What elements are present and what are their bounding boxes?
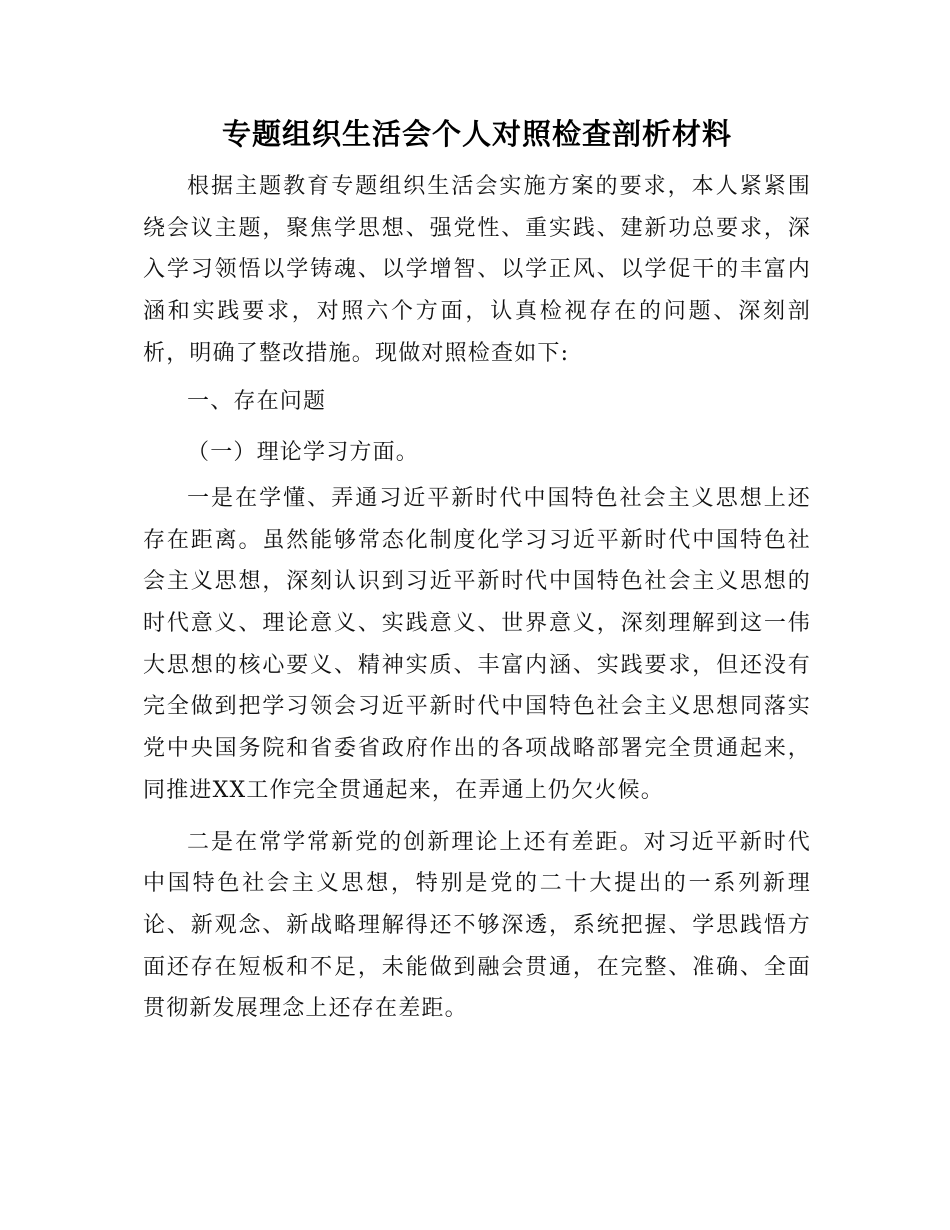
- subsection-heading-theory-study: （一）理论学习方面。: [187, 440, 420, 466]
- document-page: [143, 108, 811, 1030]
- paragraph-spacer: [143, 812, 811, 822]
- body-paragraph-2: 二是在常学常新党的创新理论上还有差距。对习近平新时代中国特色社会主义思想，特别是党的二十大提出的一系列新理论、新观念、新战略理解得还不够深透，系统把握、学思践悟方面还存在短板和不足，未能做到融会贯通，在完整、准确、全面贯彻新发展理念上还存在差距。: [143, 829, 811, 1022]
- body-paragraph-1: 一是在学懂、弄通习近平新时代中国特色社会主义思想上还存在距离。虽然能够常态化制度化学习习近平新时代中国特色社会主义思想，深刻认识到习近平新时代中国特色社会主义思想的时代意义、理论意义、实践意义、世界意义，深刻理解到这一伟大思想的核心要义、精神实质、丰富内涵、实践要求，但还没有完全做到把学习领会习近平新时代中国特色社会主义思想同落实党中央国务院和省委省政府作出的各项战略部署完全贯通起来，同推进XX工作完全贯通起来，在弄通上仍欠火候。: [143, 485, 811, 803]
- intro-paragraph: 根据主题教育专题组织生活会实施方案的要求，本人紧紧围绕会议主题，聚焦学思想、强党性、重实践、建新功总要求，深入学习领悟以学铸魂、以学增智、以学正风、以学促干的丰富内涵和实践要求，对照六个方面，认真检视存在的问题、深刻剖析，明确了整改措施。现做对照检查如下:: [143, 174, 811, 366]
- document-title: 专题组织生活会个人对照检查剖析材料: [221, 117, 732, 151]
- section-heading-problems: 一、存在问题: [187, 388, 327, 414]
